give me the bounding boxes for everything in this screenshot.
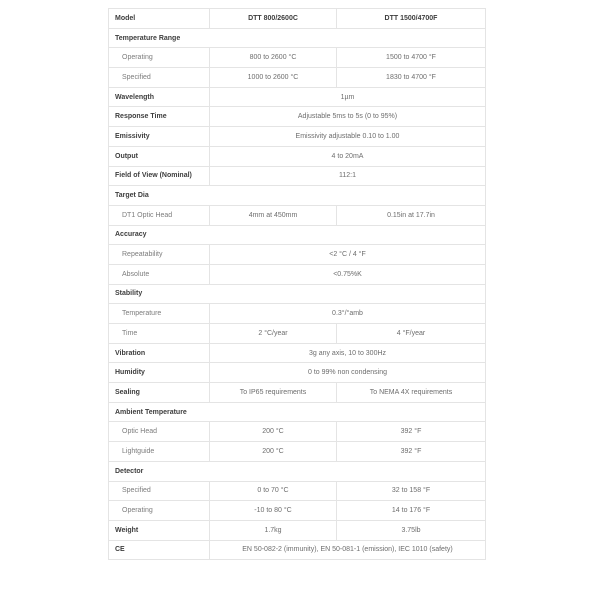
row-value: To NEMA 4X requirements xyxy=(337,383,486,403)
row-value: DTT 1500/4700F xyxy=(337,9,486,29)
row-label: Emissivity xyxy=(109,127,210,147)
section-row xyxy=(109,461,486,481)
row-value: DTT 800/2600C xyxy=(210,9,337,29)
row-label: Sealing xyxy=(109,383,210,403)
row-value: 4 °F/year xyxy=(337,324,486,344)
row-label: Vibration xyxy=(109,343,210,363)
row-value: To IP65 requirements xyxy=(210,383,337,403)
spec-row xyxy=(109,481,486,501)
row-label: DT1 Optic Head xyxy=(109,205,210,225)
row-label: Stability xyxy=(109,284,486,304)
row-label: Target Dia xyxy=(109,186,486,206)
row-label: Wavelength xyxy=(109,87,210,107)
row-value-merged: 112:1 xyxy=(210,166,486,186)
row-label: Weight xyxy=(109,520,210,540)
spec-row xyxy=(109,146,486,166)
row-value: 4mm at 450mm xyxy=(210,205,337,225)
spec-row xyxy=(109,540,486,560)
spec-row xyxy=(109,324,486,344)
row-value-merged: 3g any axis, 10 to 300Hz xyxy=(210,343,486,363)
row-value-merged: 0 to 99% non condensing xyxy=(210,363,486,383)
spec-table-body xyxy=(109,9,486,560)
row-label: Output xyxy=(109,146,210,166)
row-value: 800 to 2600 °C xyxy=(210,48,337,68)
row-label: Accuracy xyxy=(109,225,486,245)
row-value-merged: Adjustable 5ms to 5s (0 to 95%) xyxy=(210,107,486,127)
section-row xyxy=(109,225,486,245)
spec-row xyxy=(109,422,486,442)
spec-row xyxy=(109,520,486,540)
row-label: Absolute xyxy=(109,264,210,284)
row-value-merged: <2 °C / 4 °F xyxy=(210,245,486,265)
spec-row xyxy=(109,166,486,186)
spec-row xyxy=(109,363,486,383)
row-value-merged: 1µm xyxy=(210,87,486,107)
section-row xyxy=(109,28,486,48)
row-label: Field of View (Nominal) xyxy=(109,166,210,186)
row-value-merged: Emissivity adjustable 0.10 to 1.00 xyxy=(210,127,486,147)
row-label: Operating xyxy=(109,501,210,521)
row-value: -10 to 80 °C xyxy=(210,501,337,521)
row-label: Lightguide xyxy=(109,442,210,462)
row-value: 200 °C xyxy=(210,442,337,462)
spec-row xyxy=(109,68,486,88)
row-value: 392 °F xyxy=(337,422,486,442)
row-value-merged: 0.3°/°amb xyxy=(210,304,486,324)
spec-row xyxy=(109,383,486,403)
spec-table-container xyxy=(108,8,486,560)
row-value: 1.7kg xyxy=(210,520,337,540)
row-value: 2 °C/year xyxy=(210,324,337,344)
row-label: Time xyxy=(109,324,210,344)
spec-row xyxy=(109,304,486,324)
spec-row xyxy=(109,127,486,147)
row-label: Ambient Temperature xyxy=(109,402,486,422)
section-row xyxy=(109,284,486,304)
row-label: Operating xyxy=(109,48,210,68)
spec-row xyxy=(109,48,486,68)
spec-row xyxy=(109,343,486,363)
spec-row xyxy=(109,9,486,29)
row-value: 200 °C xyxy=(210,422,337,442)
row-value: 0 to 70 °C xyxy=(210,481,337,501)
row-value-merged: EN 50-082-2 (immunity), EN 50-081-1 (emission), IEC 1010 (safety) xyxy=(210,540,486,560)
spec-row xyxy=(109,264,486,284)
row-value: 392 °F xyxy=(337,442,486,462)
spec-row xyxy=(109,205,486,225)
spec-row xyxy=(109,87,486,107)
row-value-merged: 4 to 20mA xyxy=(210,146,486,166)
row-value: 32 to 158 °F xyxy=(337,481,486,501)
spec-row xyxy=(109,501,486,521)
section-row xyxy=(109,186,486,206)
row-label: Humidity xyxy=(109,363,210,383)
row-label: Temperature xyxy=(109,304,210,324)
row-label: Optic Head xyxy=(109,422,210,442)
row-label: Specified xyxy=(109,68,210,88)
row-value-merged: <0.75%K xyxy=(210,264,486,284)
row-value: 0.15in at 17.7in xyxy=(337,205,486,225)
row-label: Specified xyxy=(109,481,210,501)
row-value: 1830 to 4700 °F xyxy=(337,68,486,88)
row-label: Response Time xyxy=(109,107,210,127)
row-value: 1500 to 4700 °F xyxy=(337,48,486,68)
spec-row xyxy=(109,107,486,127)
spec-table xyxy=(108,8,486,560)
row-value: 14 to 176 °F xyxy=(337,501,486,521)
spec-row xyxy=(109,442,486,462)
row-label: Temperature Range xyxy=(109,28,486,48)
spec-row xyxy=(109,245,486,265)
row-value: 3.75lb xyxy=(337,520,486,540)
row-label: Model xyxy=(109,9,210,29)
row-label: Detector xyxy=(109,461,486,481)
section-row xyxy=(109,402,486,422)
row-value: 1000 to 2600 °C xyxy=(210,68,337,88)
row-label: Repeatability xyxy=(109,245,210,265)
row-label: CE xyxy=(109,540,210,560)
